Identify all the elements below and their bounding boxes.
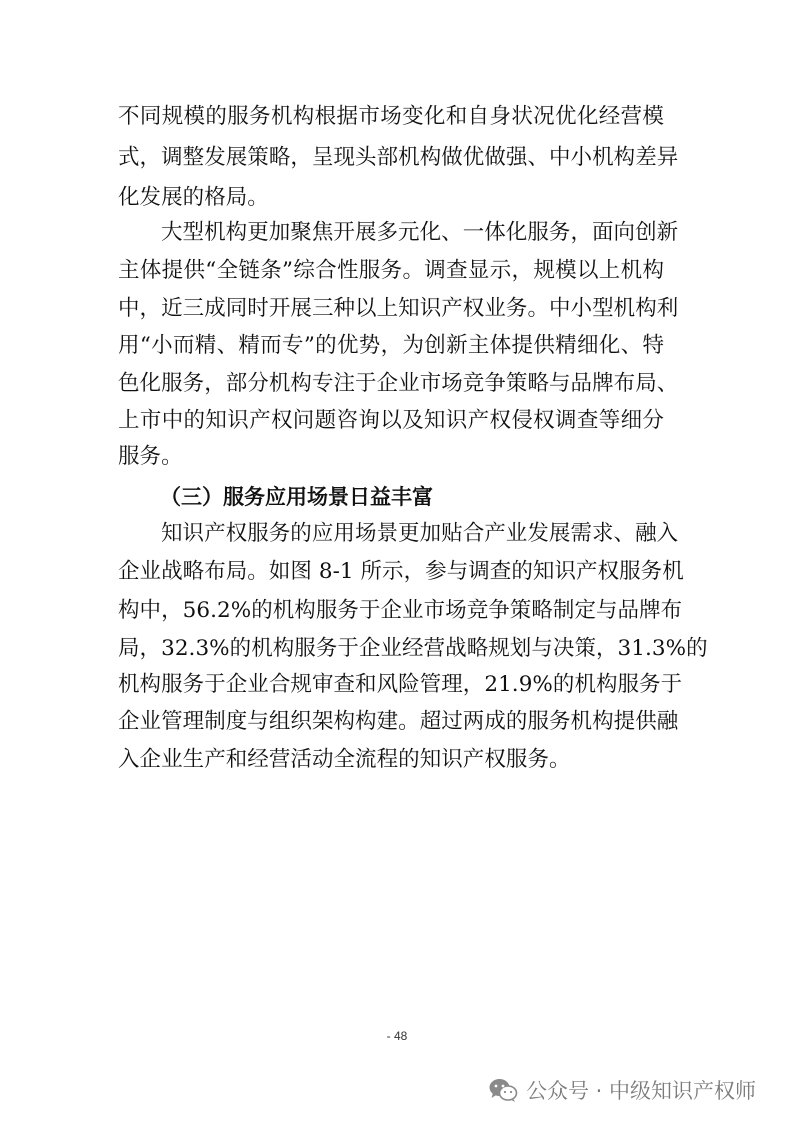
page-number: - 48 (386, 1029, 408, 1043)
body-line: 大型机构更加聚焦开展多元化、一体化服务，面向创新 (161, 220, 679, 245)
section-heading: （三）服务应用场景日益丰富 (160, 484, 433, 509)
body-line: 入企业生产和经营活动全流程的知识产权服务。 (118, 747, 571, 772)
wechat-icon (488, 1077, 518, 1103)
body-line: 不同规模的服务机构根据市场变化和自身状况优化经营模 (118, 104, 664, 129)
body-line: 主体提供“全链条”综合性服务。调查显示，规模以上机构 (118, 258, 664, 283)
body-line: 企业管理制度与组织架构构建。超过两成的服务机构提供融 (118, 709, 679, 734)
body-line: 机构服务于企业合规审查和风险管理，21.9%的机构服务于 (118, 672, 683, 697)
body-line: 化发展的格局。 (118, 185, 269, 210)
body-line: 企业战略布局。如图 8-1 所示，参与调查的知识产权服务机 (118, 559, 684, 584)
body-line: 服务。 (118, 444, 183, 469)
body-line: 中，近三成同时开展三种以上知识产权业务。中小型机构利 (118, 296, 679, 321)
body-line: 上市中的知识产权问题咨询以及知识产权侵权调查等细分 (118, 408, 664, 433)
body-line: 式，调整发展策略，呈现头部机构做优做强、中小机构差异 (118, 145, 679, 170)
body-line: 用“小而精、精而专”的优势，为创新主体提供精细化、特 (118, 333, 664, 358)
body-line: 构中，56.2%的机构服务于企业市场竞争策略制定与品牌布 (118, 598, 683, 623)
body-line: 知识产权服务的应用场景更加贴合产业发展需求、融入 (161, 521, 679, 546)
body-line: 局，32.3%的机构服务于企业经营战略规划与决策，31.3%的 (118, 636, 708, 661)
watermark (488, 1074, 756, 1106)
body-line: 色化服务，部分机构专注于企业市场竞争策略与品牌布局、 (118, 371, 679, 396)
watermark-text: 公众号 · 中级知识产权师 (526, 1079, 757, 1103)
